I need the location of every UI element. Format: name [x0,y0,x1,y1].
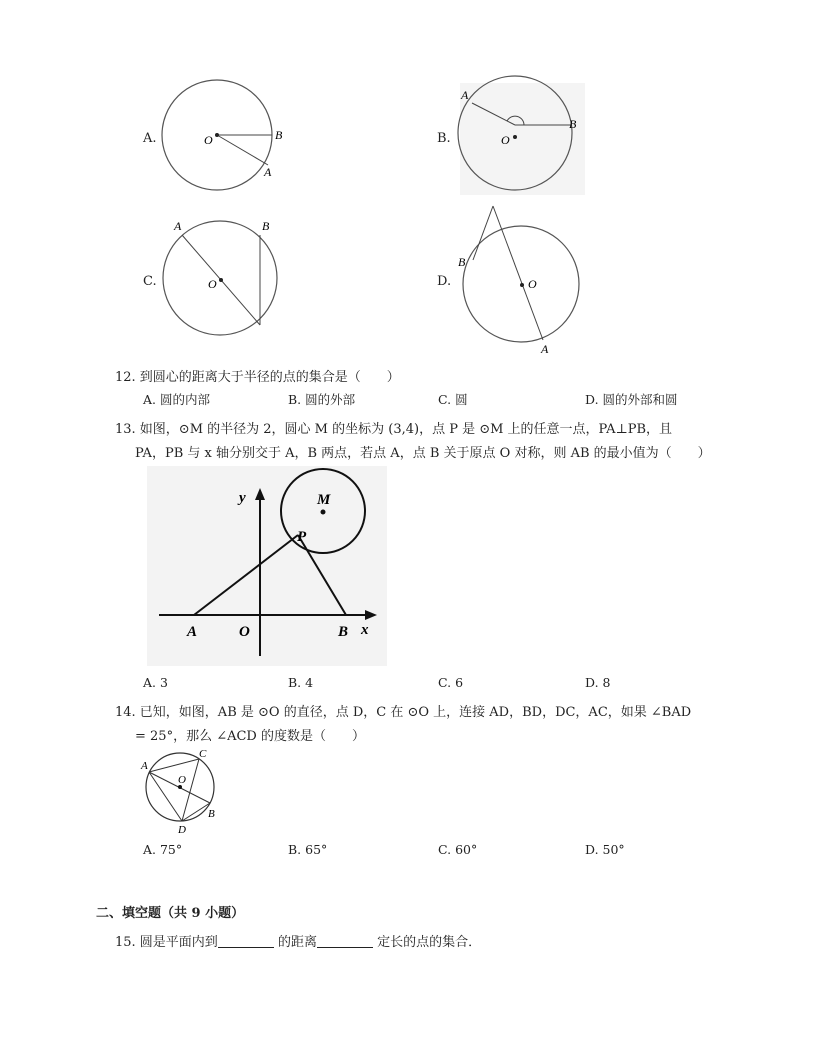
option-c-figure [160,218,295,343]
q13-figure [147,466,387,666]
q14-option-d: D. 50° [585,842,625,857]
q13-stem-line1: 13. 如图，⊙M 的半径为 2，圆心 M 的坐标为 (3,4)，点 P 是 ⊙M 上的任意一点，PA⊥PB，且 [115,422,673,437]
radius-oa [217,135,268,165]
label-o: O [204,133,213,147]
q14-stem-line2: = 25°，那么 ∠ACD 的度数是（ ） [135,729,365,744]
label-o: O [208,277,217,291]
q14-option-c: C. 60° [438,842,478,857]
tangent-line [473,206,493,260]
center-m-dot [321,510,326,515]
q14-option-b: B. 65° [288,842,328,857]
center-dot [215,133,219,137]
label-a: A [541,342,549,356]
center-dot [513,135,517,139]
q15-prefix: 15. 圆是平面内到 [115,935,218,950]
q13-stem-line2: PA，PB 与 x 轴分别交于 A，B 两点，若点 A，点 B 关于原点 O 对称，则 AB 的最小值为（ ） [135,446,711,461]
label-o: O [178,774,186,786]
label-a: A [141,760,148,772]
q12-option-a: A. 圆的内部 [143,392,210,407]
option-c-letter: C. [143,274,157,289]
label-m: M [317,492,331,508]
q13-option-c: C. 6 [438,675,464,690]
q12-option-d: D. 圆的外部和圆 [585,392,678,407]
option-b-figure [455,75,590,200]
q13-option-d: D. 8 [585,675,611,690]
q15-stem [115,931,481,950]
label-a: A [174,219,182,233]
label-o: O [501,133,510,147]
label-p: P [297,529,307,545]
label-b: B [458,255,466,269]
q15-suffix: 定长的点的集合． [372,935,482,950]
q14-option-a: A. 75° [143,842,183,857]
label-a: A [264,165,272,179]
q15-blank-2[interactable] [317,935,373,948]
q13-option-a: A. 3 [143,675,168,690]
label-b: B [208,808,215,820]
option-b-letter: B. [437,131,451,146]
q14-figure [138,745,228,840]
center-dot [219,278,223,282]
label-b: B [275,128,283,142]
figure-background [460,83,585,195]
q12-option-b: B. 圆的外部 [288,392,356,407]
chord-ac [149,759,199,772]
section-title: 二、填空题（共 9 小题） [96,906,245,921]
label-b: B [262,219,270,233]
option-a-letter: A. [143,131,157,146]
figure-background [147,466,387,666]
label-o: O [239,624,250,640]
label-o: O [528,277,537,291]
option-d-figure [455,202,590,357]
option-d-letter: D. [437,274,452,289]
label-b: B [338,624,349,640]
label-x: x [361,622,369,638]
label-d: D [178,824,186,836]
option-a-figure [160,75,295,200]
label-y: y [239,490,246,506]
label-a: A [461,88,469,102]
q14-stem-line1: 14. 已知，如图，AB 是 ⊙O 的直径，点 D，C 在 ⊙O 上，连接 AD，BD，DC，AC，如果 ∠BAD [115,705,692,720]
q15-blank-1[interactable] [218,935,274,948]
label-a: A [187,624,198,640]
q12-option-c: C. 圆 [438,392,468,407]
q13-option-b: B. 4 [288,675,314,690]
label-c: C [199,748,207,760]
center-dot [520,283,524,287]
q12-stem: 12. 到圆心的距离大于半径的点的集合是（ ） [115,370,400,385]
label-b: B [569,117,577,131]
q15-middle: 的距离 [273,935,317,950]
